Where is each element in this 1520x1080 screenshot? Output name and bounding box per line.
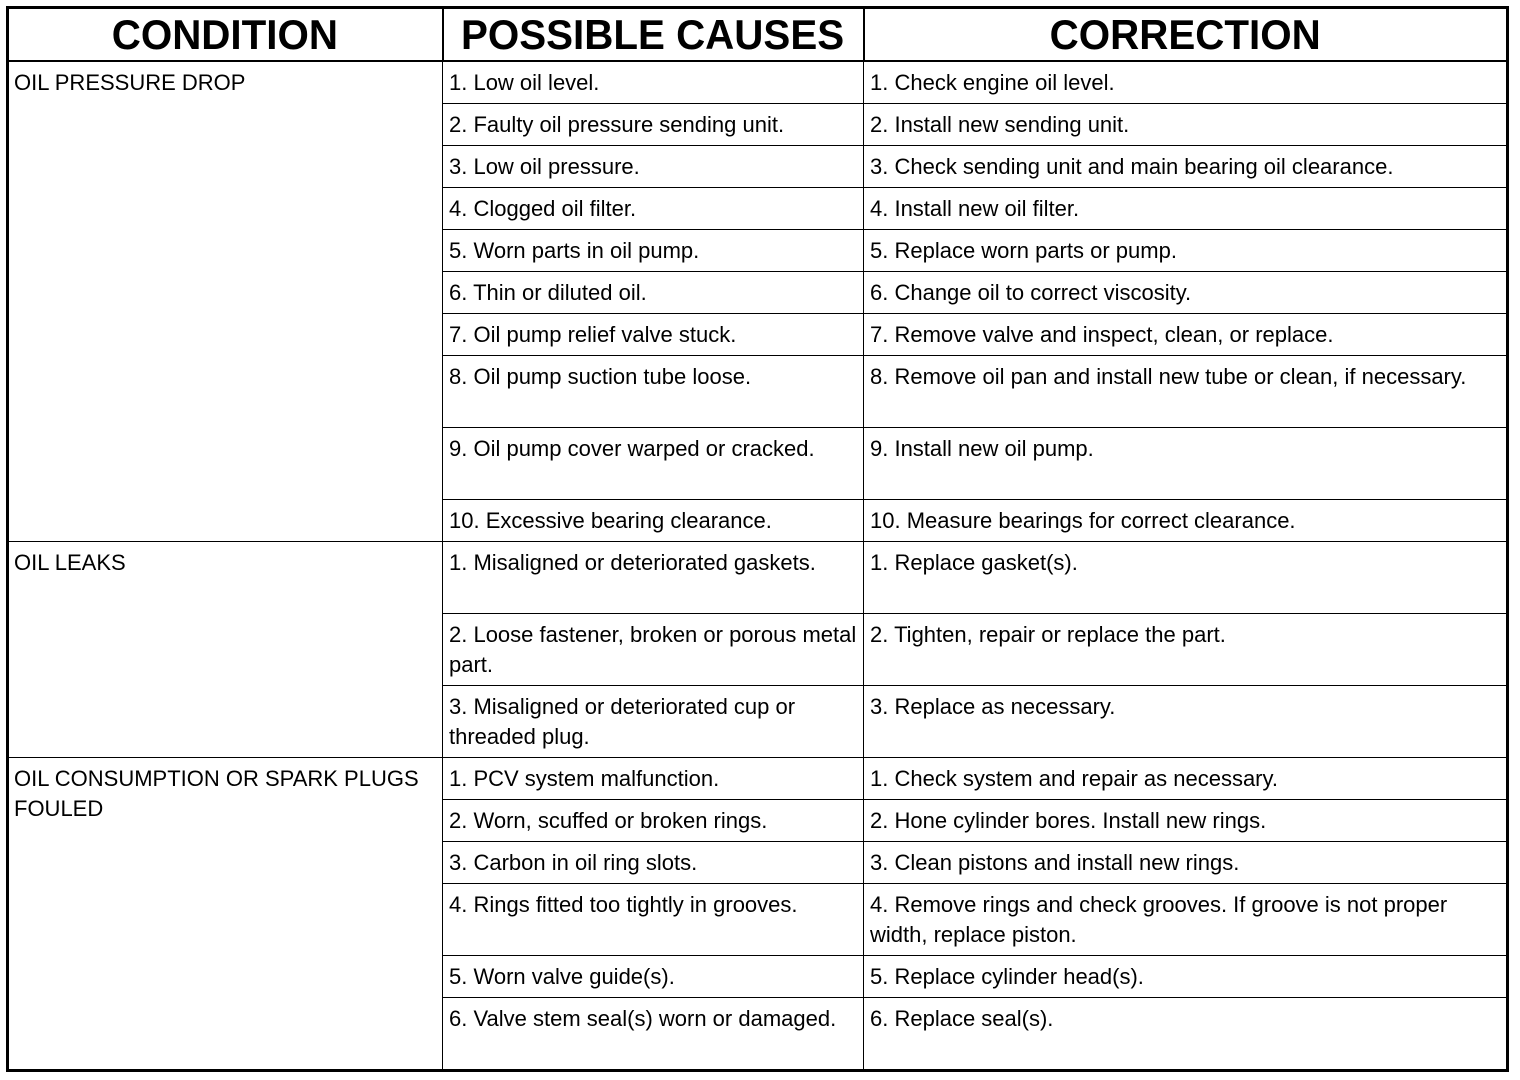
condition-oil-pressure-drop: OIL PRESSURE DROP [8,61,443,542]
cause-cell: 2. Worn, scuffed or broken rings. [443,800,864,842]
table-row [8,542,1508,614]
correction-cell: 2. Hone cylinder bores. Install new rings. [864,800,1508,842]
cause-cell: 2. Loose fastener, broken or porous metal part. [443,614,864,686]
correction-cell: 7. Remove valve and inspect, clean, or replace. [864,314,1508,356]
cause-cell: 10. Excessive bearing clearance. [443,500,864,542]
correction-cell: 4. Install new oil filter. [864,188,1508,230]
cause-cell: 4. Clogged oil filter. [443,188,864,230]
correction-cell: 3. Check sending unit and main bearing oil clearance. [864,146,1508,188]
correction-cell: 9. Install new oil pump. [864,428,1508,500]
cause-cell: 1. Misaligned or deteriorated gaskets. [443,542,864,614]
correction-cell: 5. Replace worn parts or pump. [864,230,1508,272]
header-row [8,8,1508,62]
cause-cell: 3. Low oil pressure. [443,146,864,188]
header-condition: CONDITION [8,8,443,62]
cause-cell: 1. PCV system malfunction. [443,758,864,800]
cause-cell: 6. Valve stem seal(s) worn or damaged. [443,998,864,1071]
header-correction: CORRECTION [864,8,1508,62]
correction-cell: 3. Replace as necessary. [864,686,1508,758]
correction-cell: 2. Install new sending unit. [864,104,1508,146]
diagnosis-table [6,6,1509,1072]
correction-cell: 3. Clean pistons and install new rings. [864,842,1508,884]
cause-cell: 6. Thin or diluted oil. [443,272,864,314]
correction-cell: 1. Replace gasket(s). [864,542,1508,614]
cause-cell: 7. Oil pump relief valve stuck. [443,314,864,356]
header-possible-causes: POSSIBLE CAUSES [443,8,864,62]
table-row [8,61,1508,104]
cause-cell: 8. Oil pump suction tube loose. [443,356,864,428]
correction-cell: 1. Check engine oil level. [864,61,1508,104]
correction-cell: 1. Check system and repair as necessary. [864,758,1508,800]
condition-oil-consumption: OIL CONSUMPTION OR SPARK PLUGS FOULED [8,758,443,1071]
correction-cell: 2. Tighten, repair or replace the part. [864,614,1508,686]
cause-cell: 9. Oil pump cover warped or cracked. [443,428,864,500]
cause-cell: 1. Low oil level. [443,61,864,104]
condition-oil-leaks: OIL LEAKS [8,542,443,758]
cause-cell: 5. Worn valve guide(s). [443,956,864,998]
table-row [8,758,1508,800]
correction-cell: 8. Remove oil pan and install new tube or clean, if necessary. [864,356,1508,428]
correction-cell: 6. Replace seal(s). [864,998,1508,1071]
cause-cell: 3. Misaligned or deteriorated cup or threaded plug. [443,686,864,758]
cause-cell: 3. Carbon in oil ring slots. [443,842,864,884]
correction-cell: 5. Replace cylinder head(s). [864,956,1508,998]
correction-cell: 4. Remove rings and check grooves. If groove is not proper width, replace piston. [864,884,1508,956]
cause-cell: 2. Faulty oil pressure sending unit. [443,104,864,146]
cause-cell: 5. Worn parts in oil pump. [443,230,864,272]
cause-cell: 4. Rings fitted too tightly in grooves. [443,884,864,956]
correction-cell: 10. Measure bearings for correct clearance. [864,500,1508,542]
correction-cell: 6. Change oil to correct viscosity. [864,272,1508,314]
